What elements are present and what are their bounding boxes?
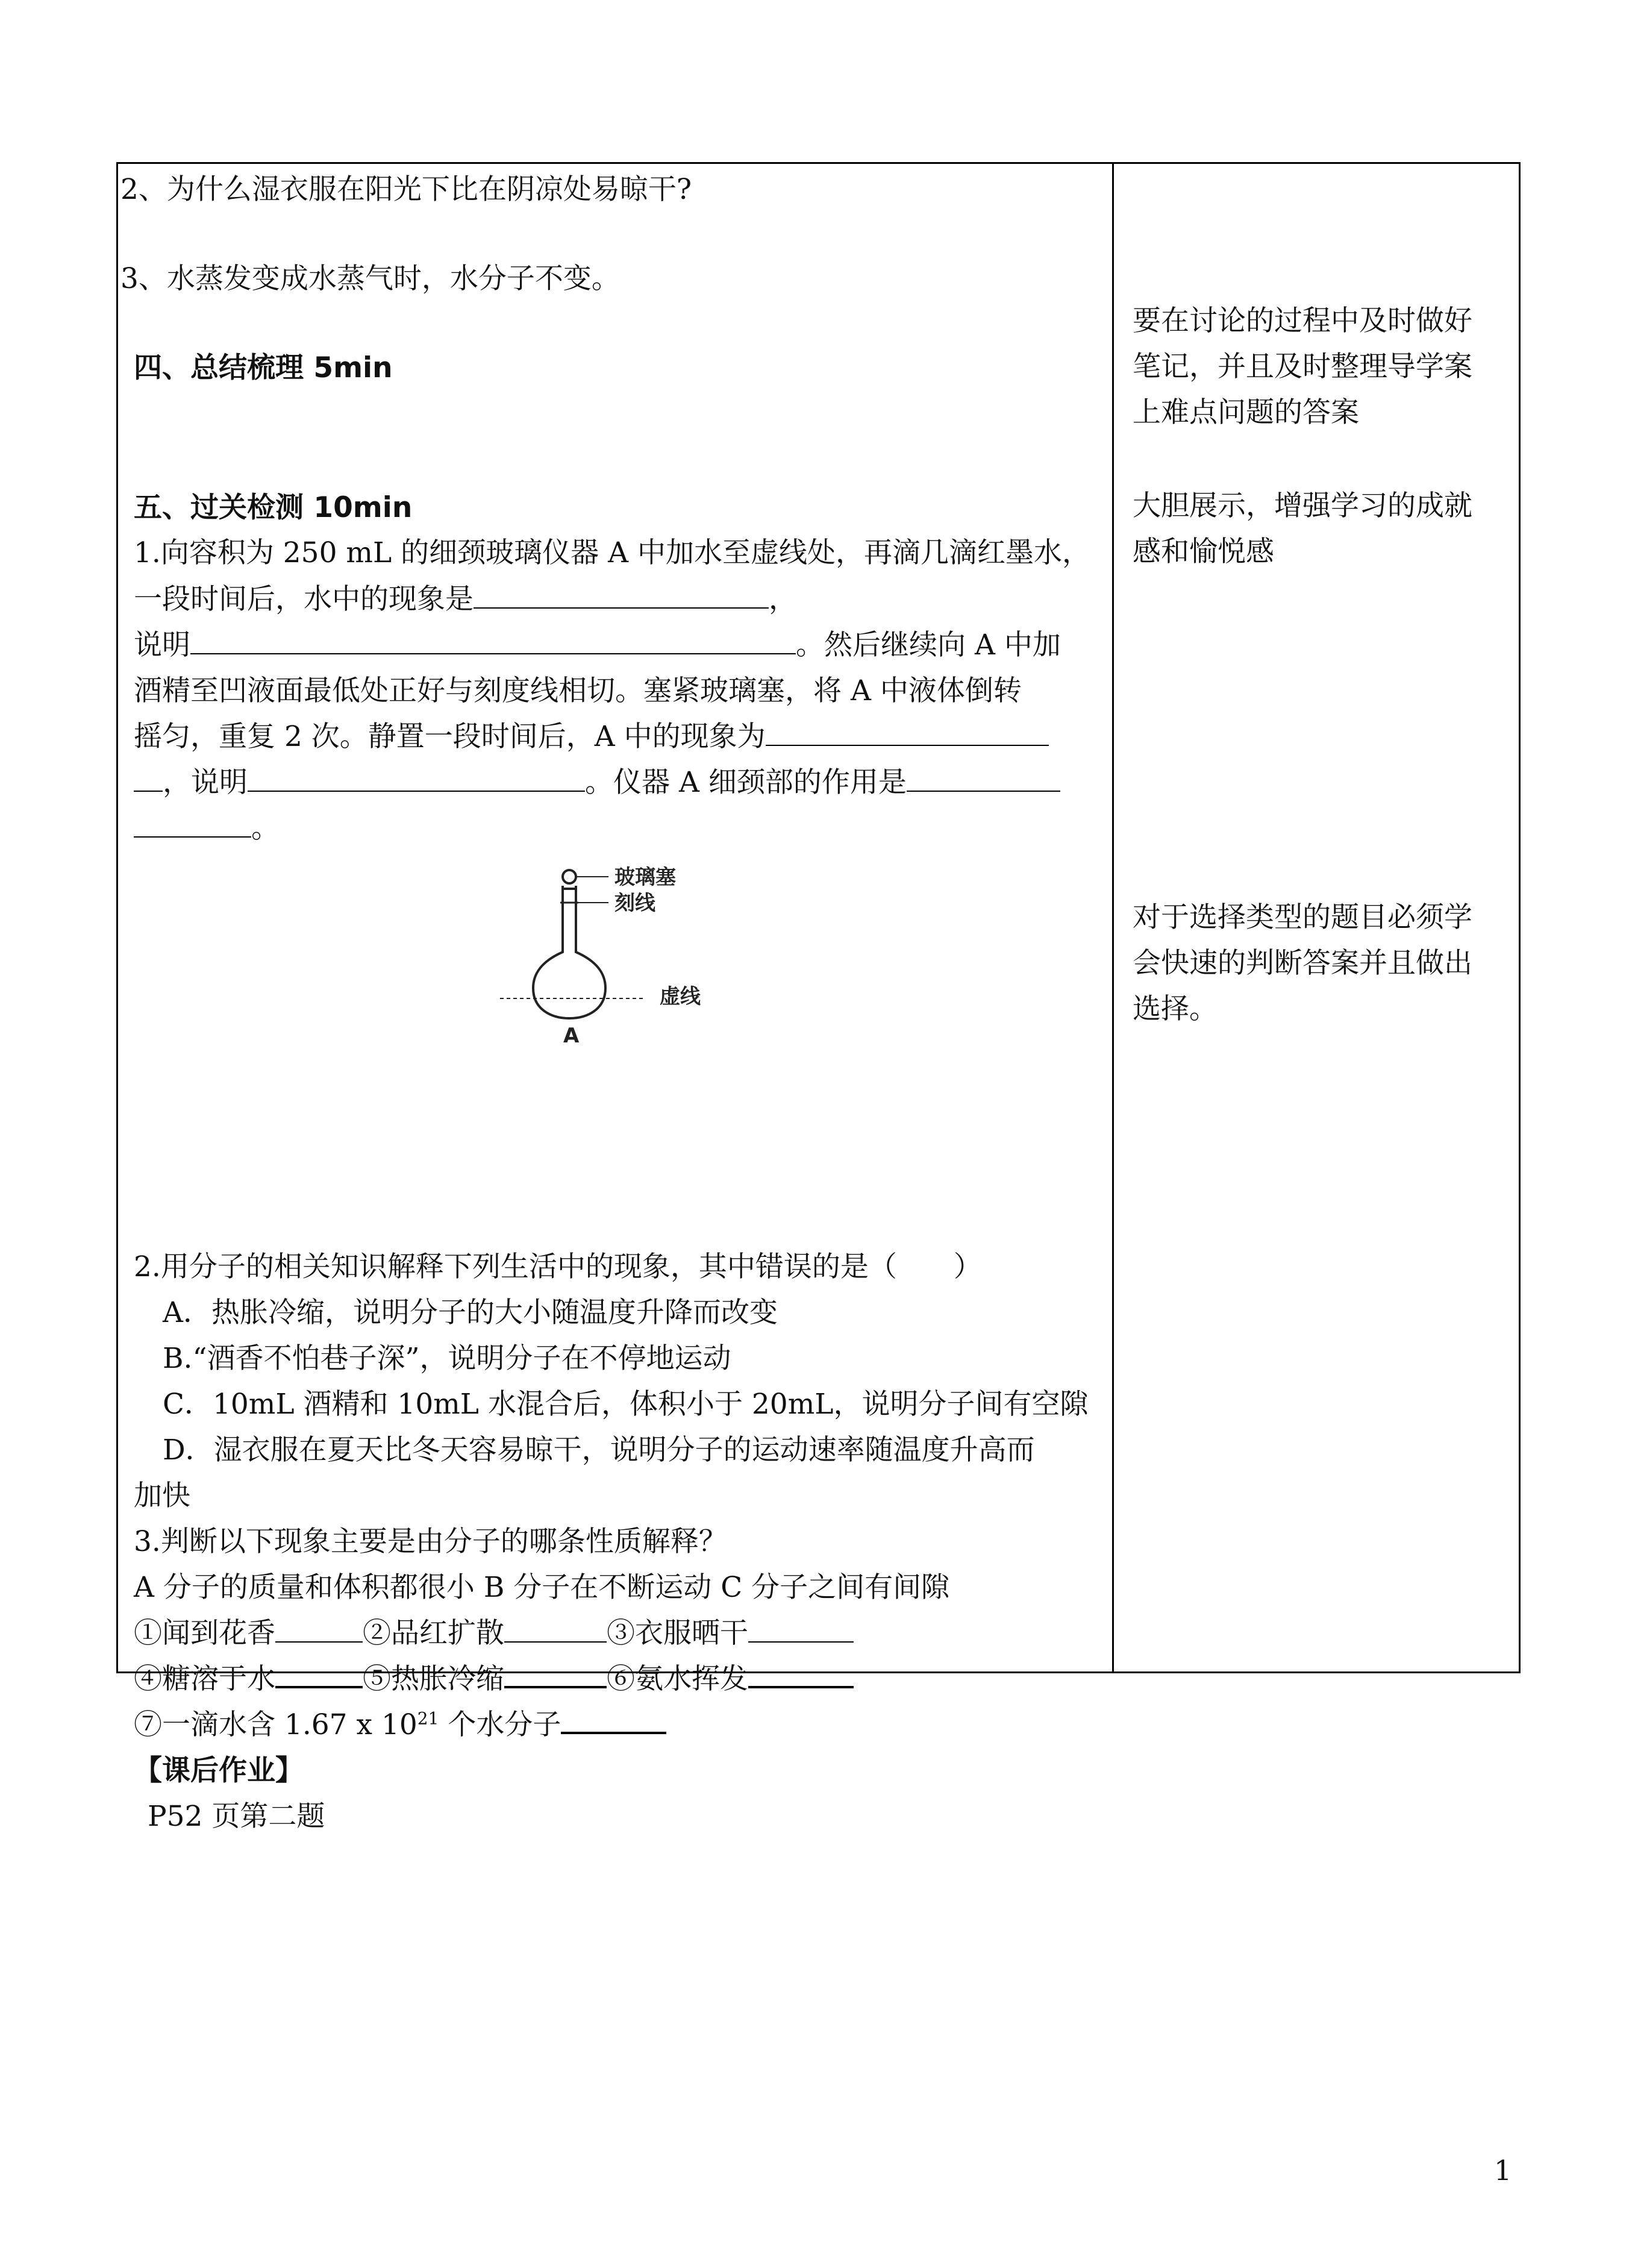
problem-1-line-7 — [134, 806, 280, 851]
problem-3-item: 个水分子 — [439, 1708, 561, 1741]
problem-1-text: 。仪器 A 细颈部的作用是 — [585, 766, 907, 799]
problem-3-item: ③衣服晒干 — [607, 1617, 748, 1650]
problem-1-line-4: 酒精至凹液面最低处正好与刻度线相切。塞紧玻璃塞，将 A 中液体倒转 — [134, 674, 1022, 707]
problem-3-item: ④糖溶于水 — [134, 1662, 275, 1696]
problem-2-option-d: D．湿衣服在夏天比冬天容易晾干，说明分子的运动速率随温度升高而 — [163, 1433, 1035, 1467]
answer-blank[interactable] — [190, 625, 796, 654]
problem-3-item: ⑦一滴水含 1.67 x 10 — [134, 1708, 417, 1741]
label-a: A — [563, 1024, 580, 1048]
label-stopper: 玻璃塞 — [614, 865, 676, 889]
problem-1-line-1: 1.向容积为 250 mL 的细颈玻璃仪器 A 中加水至虚线处，再滴几滴红墨水， — [134, 536, 1090, 569]
answer-blank[interactable] — [474, 580, 769, 609]
problem-2-option-c: C．10mL 酒精和 10mL 水混合后，体积小于 20mL，说明分子间有空隙 — [163, 1388, 1089, 1421]
problem-2-option-d-cont: 加快 — [134, 1479, 190, 1512]
problem-1-line-5 — [134, 714, 1049, 760]
answer-blank[interactable] — [561, 1704, 666, 1734]
problem-3-item: ⑤热胀冷缩 — [363, 1662, 504, 1696]
answer-blank[interactable] — [248, 763, 585, 792]
problem-1-text: 一段时间后，水中的现象是 — [134, 583, 474, 616]
answer-blank[interactable] — [134, 763, 163, 792]
problem-1-text: ， — [769, 583, 797, 616]
problem-1-text: 。然后继续向 A 中加 — [796, 628, 1061, 662]
side-note-line: 要在讨论的过程中及时做好 — [1133, 304, 1472, 337]
side-note-line: 选择。 — [1133, 992, 1218, 1026]
label-dashed: 虚线 — [660, 985, 701, 1009]
problem-3-options: A 分子的质量和体积都很小 B 分子在不断运动 C 分子之间有间隙 — [134, 1571, 950, 1604]
volumetric-flask-figure — [500, 865, 801, 1064]
section-4-title: 四、总结梳理 5min — [134, 351, 393, 384]
side-note-line: 大胆展示，增强学习的成就 — [1133, 489, 1472, 522]
problem-3-item: ⑥氨水挥发 — [607, 1662, 748, 1696]
homework-text: P52 页第二题 — [148, 1800, 325, 1833]
problem-3-stem: 3.判断以下现象主要是由分子的哪条性质解释？ — [134, 1525, 727, 1558]
homework-title: 【课后作业】 — [134, 1754, 304, 1787]
review-question-3: 3、水蒸发变成水蒸气时，水分子不变。 — [120, 262, 620, 295]
side-note-line: 感和愉悦感 — [1133, 535, 1274, 568]
answer-blank[interactable] — [275, 1658, 363, 1688]
problem-1-line-3 — [134, 622, 1061, 668]
problem-3-item: ②品红扩散 — [363, 1617, 504, 1650]
side-note-line: 对于选择类型的题目必须学 — [1133, 901, 1472, 934]
side-note-1 — [1133, 298, 1512, 436]
problem-1-text: 。 — [251, 812, 280, 845]
answer-blank[interactable] — [748, 1614, 854, 1643]
problem-2-stem: 2.用分子的相关知识解释下列生活中的现象，其中错误的是（ ） — [134, 1250, 982, 1283]
problem-3-row-1 — [134, 1611, 854, 1656]
answer-blank[interactable] — [907, 763, 1060, 792]
side-note-line: 笔记，并且及时整理导学案 — [1133, 350, 1472, 383]
answer-blank[interactable] — [134, 809, 251, 838]
answer-blank[interactable] — [504, 1658, 607, 1688]
problem-1-text: 摇匀，重复 2 次。静置一段时间后，A 中的现象为 — [134, 720, 766, 753]
problem-2-option-a: A．热胀冷缩，说明分子的大小随温度升降而改变 — [163, 1296, 778, 1329]
answer-blank[interactable] — [275, 1614, 363, 1643]
review-question-2: 2、为什么湿衣服在阳光下比在阴凉处易晾干? — [120, 173, 692, 206]
problem-3-item: ①闻到花香 — [134, 1617, 275, 1650]
problem-1-text: ，说明 — [163, 766, 248, 799]
answer-blank[interactable] — [504, 1614, 607, 1643]
section-5-title: 五、过关检测 10min — [134, 491, 413, 524]
problem-1-line-6 — [134, 760, 1060, 806]
column-divider — [1112, 162, 1114, 1673]
answer-blank[interactable] — [766, 717, 1049, 746]
side-note-3 — [1133, 895, 1512, 1032]
answer-blank[interactable] — [748, 1658, 854, 1688]
problem-3-row-2 — [134, 1656, 854, 1702]
exponent: 21 — [417, 1708, 439, 1729]
problem-2-option-b: B.“酒香不怕巷子深”，说明分子在不停地运动 — [163, 1342, 731, 1375]
side-note-2 — [1133, 483, 1512, 575]
problem-1-line-2 — [134, 577, 797, 622]
side-note-line: 上难点问题的答案 — [1133, 396, 1359, 429]
side-note-line: 会快速的判断答案并且做出 — [1133, 947, 1472, 980]
label-mark: 刻线 — [614, 891, 655, 915]
problem-3-row-3 — [134, 1702, 666, 1748]
page-number: 1 — [1494, 2154, 1512, 2187]
problem-1-text: 说明 — [134, 628, 190, 662]
